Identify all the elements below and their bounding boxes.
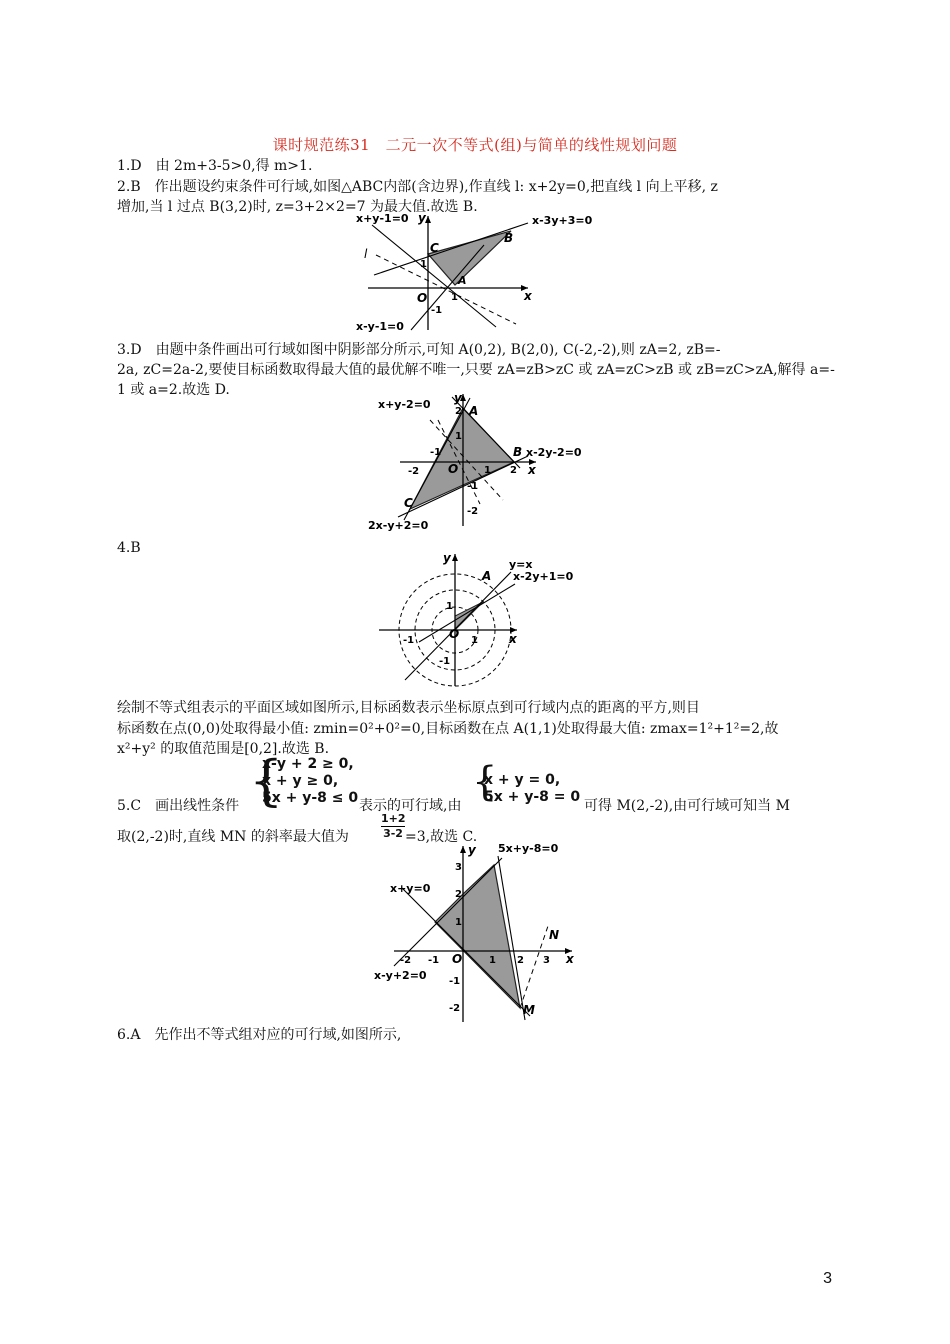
figure-3-label-O: O: [449, 627, 460, 641]
figure-2-tick-neg1y: -1: [467, 481, 479, 492]
figure-2-label-C: C: [404, 496, 413, 510]
figure-1-tick-1y: 1: [420, 259, 427, 270]
page-number: 3: [823, 1270, 832, 1287]
answer-1: 1.D 由 2m+3-5>0,得 m>1.: [117, 158, 313, 174]
figure-3-label-y: y: [443, 551, 451, 565]
answer-4-label: 4.B: [117, 540, 141, 556]
figure-2-label-y: y: [454, 392, 462, 405]
figure-1-label-l2: x-3y+3=0: [532, 214, 593, 227]
figure-4-label-x: x: [566, 952, 574, 966]
figure-3-tick-neg1y: -1: [439, 656, 451, 667]
figure-2-tick-2y: 2: [455, 406, 462, 417]
system-1-row-1: x-y + 2 ≥ 0,: [262, 756, 354, 772]
figure-3-label-x: x: [509, 632, 517, 646]
answer-5-line-2b: =3,故选 C.: [405, 829, 478, 845]
figure-1-label-x: x: [524, 289, 532, 303]
figure-2-label-A: A: [469, 404, 479, 418]
figure-1-label-l3: x-y-1=0: [356, 320, 404, 333]
figure-3-feasible-region: [375, 550, 585, 690]
figure-1-label-O: O: [417, 291, 428, 305]
answer-3-line-2: 2a, zC=2a-2,要使目标函数取得最大值的最优解不唯一,只要 zA=zB>zC 或 zA=zC>zB 或 zB=zC>zA,解得 a=-: [117, 362, 835, 378]
answer-6: 6.A 先作出不等式组对应的可行域,如图所示,: [117, 1027, 402, 1043]
slope-numerator: 1+2: [381, 812, 406, 825]
figure-4-label-l1: 5x+y-8=0: [498, 842, 559, 855]
figure-4-tick-1y: 1: [455, 917, 462, 928]
answer-5-mid: 表示的可行域,由: [359, 798, 462, 814]
answer-5-line-2a: 取(2,-2)时,直线 MN 的斜率最大值为: [117, 829, 349, 845]
figure-3-tick-1y: 1: [446, 601, 453, 612]
figure-4-tick-3x: 3: [543, 955, 550, 966]
figure-1-label-l: l: [364, 247, 368, 261]
page-title: 课时规范练31 二元一次不等式(组)与简单的线性规划问题: [272, 136, 678, 154]
slope-denominator: 3-2: [381, 826, 405, 840]
figure-1-region: [428, 231, 514, 285]
answer-2-line-1: 2.B 作出题设约束条件可行域,如图△ABC内部(含边界),作直线 l: x+2y=0,把直线 l 向上平移, z: [117, 179, 718, 195]
figure-2-label-l3: 2x-y+2=0: [368, 519, 429, 532]
answer-5-suffix: 可得 M(2,-2),由可行域可知当 M: [584, 798, 790, 814]
figure-4-tick-2y: 2: [455, 889, 462, 900]
figure-4-tick-2x: 2: [517, 955, 524, 966]
figure-2-tick-2x: 2: [510, 465, 517, 476]
figure-3-tick-1x: 1: [471, 635, 478, 646]
figure-4-feasible-region: [372, 842, 594, 1024]
figure-3-label-l1: y=x: [509, 558, 533, 571]
figure-4-label-N: N: [549, 928, 560, 942]
answer-2-line-2: 增加,当 l 过点 B(3,2)时, z=3+2×2=7 为最大值.故选 B.: [117, 199, 478, 215]
figure-2-tick-1y: 1: [455, 431, 462, 442]
figure-2-label-B: B: [513, 445, 523, 459]
figure-2-label-O: O: [448, 462, 459, 476]
answer-5-prefix: 5.C 画出线性条件: [117, 798, 240, 814]
answer-4-line-1: 绘制不等式组表示的平面区域如图所示,目标函数表示坐标原点到可行域内点的距离的平方,则目: [117, 700, 700, 716]
figure-2-label-l2: x-2y-2=0: [526, 446, 582, 459]
figure-4-line-MN: [520, 926, 548, 1008]
figure-2-region: [410, 408, 514, 509]
figure-4-tick-neg1x: -1: [428, 955, 440, 966]
figure-2-label-l1: x+y-2=0: [378, 398, 431, 411]
figure-1-tick-1x: 1: [451, 292, 458, 303]
figure-4-label-M: M: [523, 1003, 535, 1017]
figure-4-tick-neg2y: -2: [449, 1003, 461, 1014]
answer-3-line-1: 3.D 由题中条件画出可行域如图中阴影部分所示,可知 A(0,2), B(2,0), C(-2,-2),则 zA=2, zB=-: [117, 342, 721, 358]
system-2-row-1: x + y = 0,: [484, 772, 561, 788]
figure-2-tick-1x: 1: [484, 465, 491, 476]
answer-4-line-2: 标函数在点(0,0)处取得最小值: zmin=0²+0²=0,目标函数在点 A(1,1)处取得最大值: zmax=1²+1²=2,故: [117, 721, 779, 737]
figure-2-tick-neg2y: -2: [467, 506, 479, 517]
figure-1-tick-neg1: -1: [431, 305, 443, 316]
figure-2-label-x: x: [528, 463, 536, 477]
figure-4-region: [435, 865, 520, 1008]
system-1: [262, 756, 358, 807]
figure-4-label-O: O: [452, 952, 463, 966]
figure-1-feasible-region: [356, 210, 596, 334]
system-2-brace: {: [472, 759, 498, 805]
figure-4-tick-1x: 1: [489, 955, 496, 966]
system-2: [484, 772, 580, 806]
figure-2-tick-neg1x: -1: [430, 447, 442, 458]
figure-4-label-l3: x-y+2=0: [374, 969, 427, 982]
figure-3-line-2: [419, 584, 515, 642]
answer-3-line-3: 1 或 a=2.故选 D.: [117, 382, 230, 398]
figure-4-tick-neg2x: -2: [400, 955, 412, 966]
answer-4-line-3: x²+y² 的取值范围是[0,2].故选 B.: [117, 741, 330, 757]
figure-1-label-y: y: [418, 211, 426, 225]
figure-2-feasible-region: [368, 392, 590, 534]
slope-fraction: [381, 812, 405, 840]
figure-4-label-y: y: [468, 843, 476, 857]
system-1-row-3: 5x + y-8 ≤ 0: [262, 790, 359, 806]
figure-1-label-A: A: [458, 274, 467, 287]
figure-3-label-A: A: [482, 569, 492, 583]
system-2-row-2: 5x + y-8 = 0: [484, 789, 581, 805]
figure-3-tick-neg1x: -1: [403, 635, 415, 646]
system-1-row-2: x + y ≥ 0,: [262, 773, 339, 789]
figure-1-label-B: B: [504, 231, 514, 245]
figure-1-label-C: C: [430, 241, 439, 255]
figure-4-tick-neg1y: -1: [449, 976, 461, 987]
system-1-brace: {: [249, 749, 284, 812]
figure-3-label-l2: x-2y+1=0: [513, 570, 574, 583]
figure-1-label-l1: x+y-1=0: [356, 212, 409, 225]
figure-4-tick-3y: 3: [455, 862, 462, 873]
figure-2-tick-neg2x: -2: [408, 466, 420, 477]
figure-4-label-l2: x+y=0: [390, 882, 431, 895]
